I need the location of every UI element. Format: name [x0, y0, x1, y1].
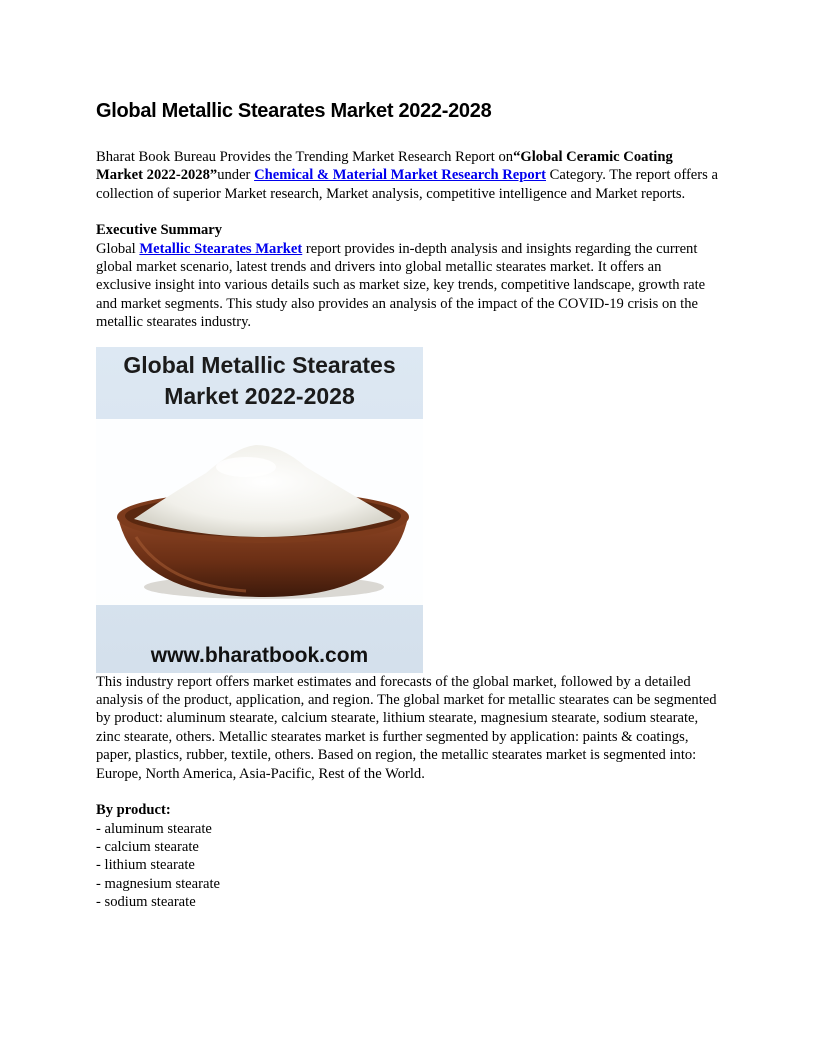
intro-paragraph	[96, 148, 720, 203]
intro-text-2: under	[217, 167, 255, 184]
list-item: - sodium stearate	[96, 894, 196, 911]
cover-website-url: www.bharatbook.com	[150, 643, 369, 667]
intro-text-1: Bharat Book Bureau Provides the Trending Market Research Report on	[96, 149, 514, 165]
summary-prefix: Global	[96, 240, 140, 257]
list-item: - magnesium stearate	[96, 875, 220, 892]
list-item: - lithium stearate	[96, 857, 195, 874]
document-page	[96, 96, 720, 912]
report-cover-image	[96, 347, 423, 673]
cover-title	[96, 347, 423, 412]
intro-report-name: “Global Ceramic Coating Market 2022-2028”	[96, 149, 673, 184]
by-product-heading: By product:	[96, 802, 171, 819]
product-list	[96, 820, 720, 912]
list-item: - aluminum stearate	[96, 820, 212, 837]
overview-paragraph: This industry report offers market estimates and forecasts of the global market, followed by a detailed analysis of the product, application, and region. The global market for metallic stearates can be segmented by product: aluminum stearate, calcium stearate, lithium stearate, magnesium stearate, sodium stearate, zinc stearate, others. Metallic stearates market is further segmented by application: paints & coatings, paper, plastics, rubber, textile, others. Based on region, the metallic stearates market is segmented into: Europe, North America, Asia-Pacific, Rest of the World.	[96, 673, 717, 782]
list-item: - calcium stearate	[96, 838, 199, 855]
summary-body: report provides in-depth analysis and insights regarding the current global market scenario, latest trends and drivers into global metallic stearates market. It offers an exclusive insight into various details such as market size, key trends, competitive landscape, growth rate and market segments. This study also provides an analysis of the impact of the COVID-19 crisis on the metallic stearates industry.	[96, 240, 706, 331]
cover-title-line-2: Market 2022-2028	[164, 382, 355, 409]
cover-title-line-1: Global Metallic Stearates	[123, 351, 396, 378]
page-title: Global Metallic Stearates Market 2022-2028	[96, 100, 492, 122]
category-link[interactable]: Chemical & Material Market Research Report	[254, 167, 546, 184]
executive-summary-heading: Executive Summary	[96, 222, 223, 239]
metallic-stearates-market-link[interactable]: Metallic Stearates Market	[139, 240, 303, 257]
intro-text-3: Category. The report offers a collection of superior Market research, Market analysis, competitive intelligence and Market reports.	[96, 167, 718, 202]
executive-summary-paragraph	[96, 240, 720, 332]
